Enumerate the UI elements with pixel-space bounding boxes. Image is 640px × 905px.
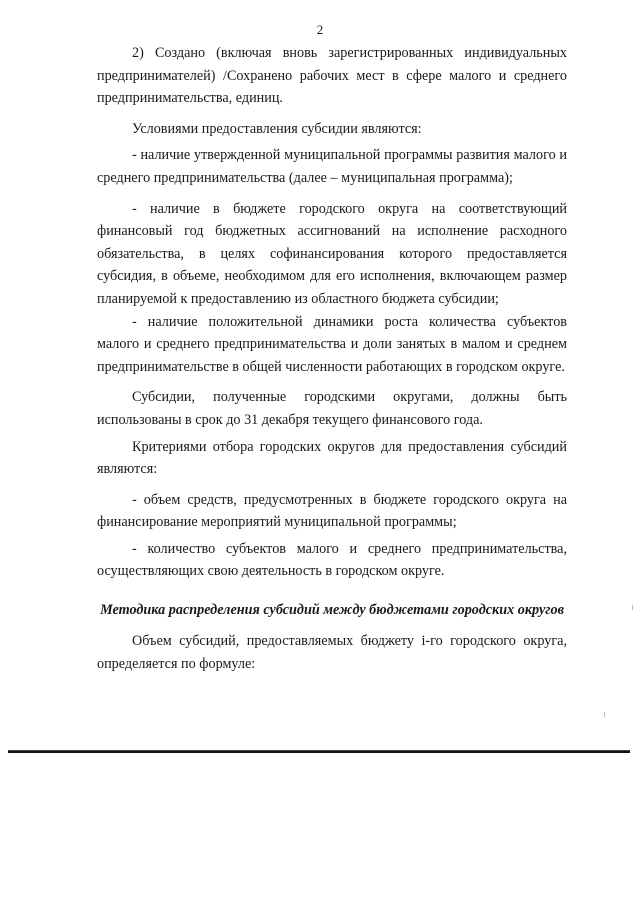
paragraph-criterion-subjects: - количество субъектов малого и среднего предпринимательства, осуществляющих свою деятельность в городском округе. (97, 540, 567, 580)
paragraph-jobs-created: 2) Создано (включая вновь зарегистрированных индивидуальных предпринимателей) /Сохранено рабочих мест в сфере малого и среднего предпринимательства, единиц. (97, 45, 567, 107)
page-number: 2 (316, 22, 324, 37)
paragraph-condition-budget: - наличие в бюджете городского округа на соответствующий финансовый год бюджетных ассигнований на исполнение расходного обязательства, в целях софинансирования которого предоставляется субсидия, в объеме, необходимом для его исполнения, включающем размер планируемой к предоставлению из областного бюджета субсидии; (97, 200, 567, 307)
page-divider-line (8, 750, 630, 753)
scan-speck (604, 712, 605, 717)
document-body (97, 42, 567, 675)
section-heading: Методика распределения субсидий между бюджетами городских округов (100, 602, 564, 619)
paragraph-condition-program: - наличие утвержденной муниципальной программы развития малого и среднего предпринимательства (далее – муниципальная программа); (97, 147, 567, 186)
scan-speck (632, 605, 633, 610)
paragraph-formula-intro: Объем субсидий, предоставляемых бюджету i-го городского округа, определяется по формуле: (97, 633, 567, 672)
paragraph-criterion-funds: - объем средств, предусмотренных в бюджете городского округа на финансирование мероприятий муниципальной программы; (97, 491, 567, 531)
paragraph-condition-dynamics: - наличие положительной динамики роста количества субъектов малого и среднего предпринимательства и доли занятых в малом и среднем предпринимательстве в общей численности работающих в городском округе. (97, 313, 567, 375)
paragraph-deadline: Субсидии, полученные городскими округами, должны быть использованы в срок до 31 декабря текущего финансового года. (97, 389, 567, 428)
paragraph-conditions-intro: Условиями предоставления субсидии являются: (132, 120, 422, 137)
paragraph-criteria-intro: Критериями отбора городских округов для предоставления субсидий являются: (97, 438, 567, 478)
